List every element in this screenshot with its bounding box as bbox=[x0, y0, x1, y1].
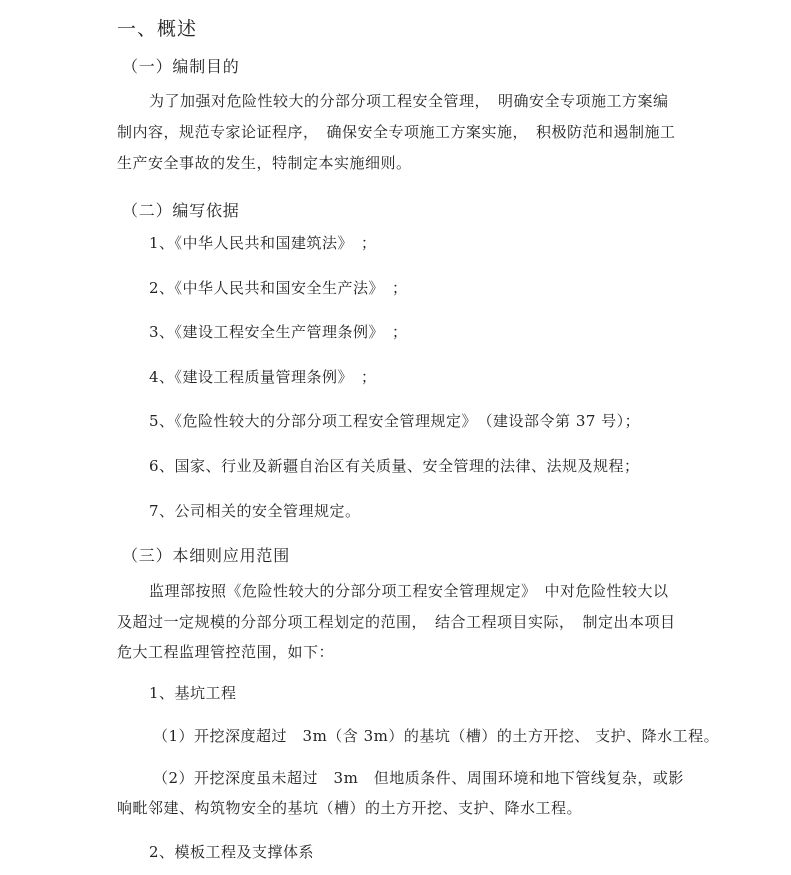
main-heading: 一、概述 bbox=[117, 18, 198, 40]
section3-para-line: 监理部按照《危险性较大的分部分项工程安全管理规定》 中对危险性较大以 bbox=[149, 582, 669, 600]
basis-item: 1、《中华人民共和国建筑法》 ； bbox=[149, 234, 377, 252]
section1-para-line: 为了加强对危险性较大的分部分项工程安全管理， 明确安全专项施工方案编 bbox=[149, 92, 669, 110]
scope-item-line: 响毗邻建、构筑物安全的基坑（槽）的土方开挖、支护、降水工程。 bbox=[117, 799, 583, 817]
basis-item: 7、公司相关的安全管理规定。 bbox=[149, 502, 361, 520]
scope-item: （1）开挖深度超过 3m（含 3m）的基坑（槽）的土方开挖、 支护、降水工程。 bbox=[153, 727, 720, 745]
section3-title: （三）本细则应用范围 bbox=[122, 546, 291, 565]
basis-item: 2、《中华人民共和国安全生产法》 ； bbox=[149, 279, 408, 297]
basis-item: 6、国家、行业及新疆自治区有关质量、安全管理的法律、法规及规程； bbox=[149, 457, 640, 475]
basis-item: 3、《建设工程安全生产管理条例》 ； bbox=[149, 323, 408, 341]
section3-para-line: 及超过一定规模的分部分项工程划定的范围， 结合工程项目实际， 制定出本项目 bbox=[117, 613, 676, 631]
basis-item: 5、《危险性较大的分部分项工程安全管理规定》 （建设部令第 37 号）； bbox=[149, 412, 641, 430]
subsection-title: 1、基坑工程 bbox=[149, 684, 237, 702]
section3-para-line: 危大工程监理管控范围，如下： bbox=[117, 643, 335, 661]
section2-title: （二）编写依据 bbox=[122, 201, 240, 220]
scope-item-line: （2）开挖深度虽未超过 3m 但地质条件、周围环境和地下管线复杂，或影 bbox=[153, 769, 684, 787]
section1-para-line: 制内容，规范专家论证程序， 确保安全专项施工方案实施， 积极防范和遏制施工 bbox=[117, 123, 676, 141]
basis-item: 4、《建设工程质量管理条例》 ； bbox=[149, 368, 377, 386]
section1-title: （一）编制目的 bbox=[122, 57, 240, 76]
section1-para-line: 生产安全事故的发生，特制定本实施细则。 bbox=[117, 154, 412, 172]
subsection-title: 2、模板工程及支撑体系 bbox=[149, 843, 315, 861]
